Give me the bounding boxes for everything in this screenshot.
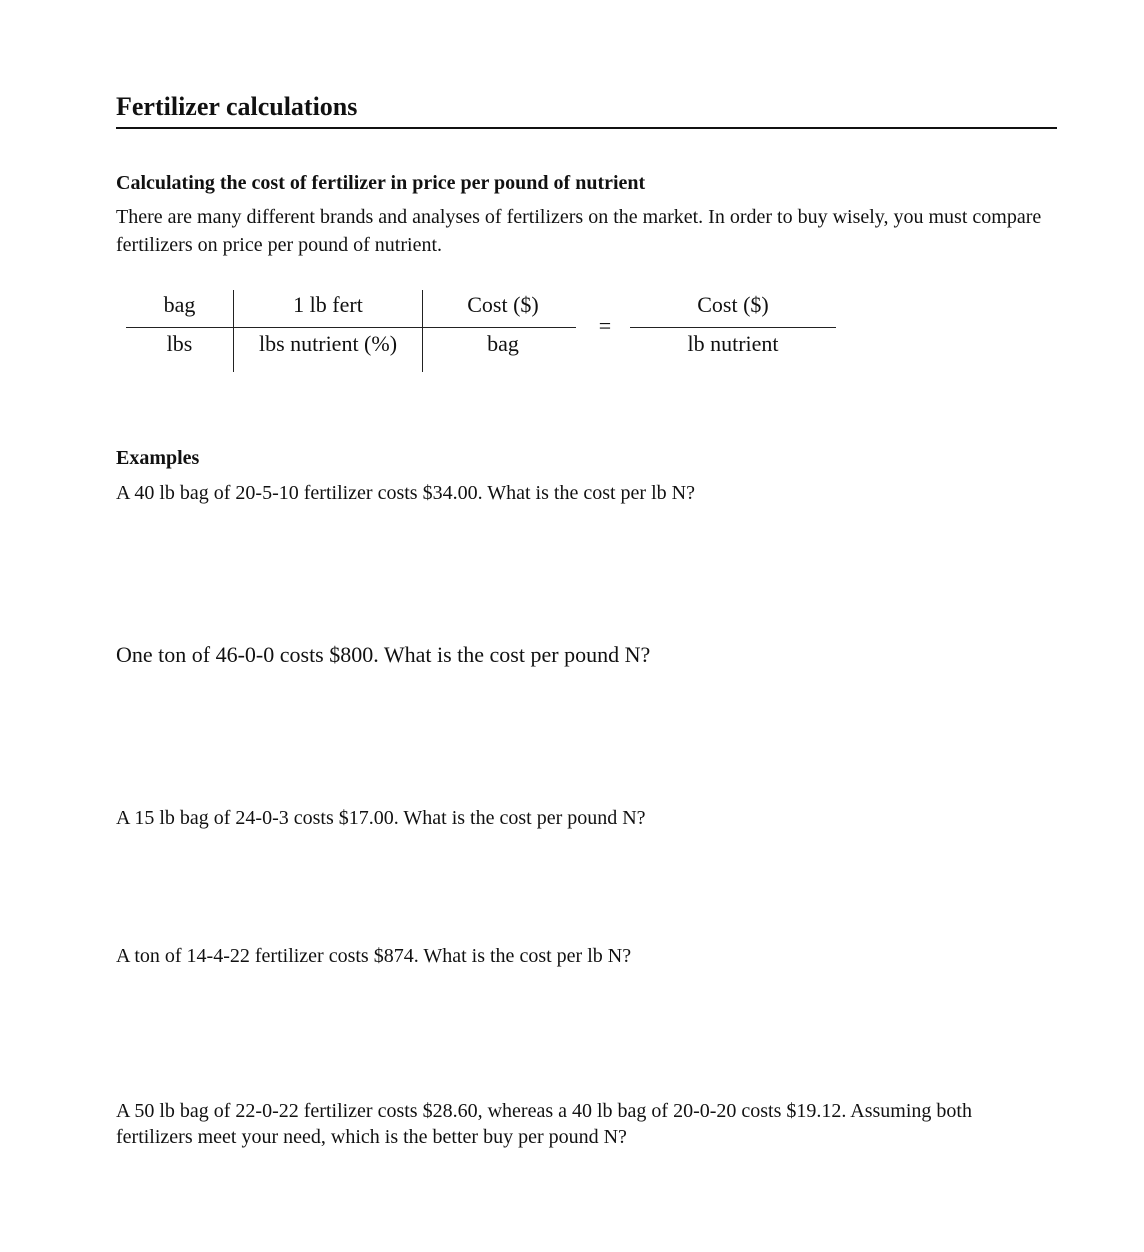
title-divider [116, 127, 1057, 129]
formula-col3-top: Cost ($) [467, 292, 539, 317]
example-question-5: A 50 lb bag of 22-0-22 fertilizer costs $28.60, whereas a 40 lb bag of 20-0-20 costs $19.12. Assuming both fertilizers meet your need, which is the better buy per pound N? [116, 1100, 972, 1148]
formula-col1-top: bag [163, 292, 196, 317]
formula-col1-bottom: lbs [166, 331, 193, 356]
example-question-1: A 40 lb bag of 20-5-10 fertilizer costs $34.00. What is the cost per lb N? [116, 482, 695, 504]
examples-heading: Examples [116, 447, 200, 469]
formula-result-bottom: lb nutrient [687, 331, 779, 356]
example-question-2: One ton of 46-0-0 costs $800. What is the cost per pound N? [116, 642, 651, 667]
example-question-4: A ton of 14-4-22 fertilizer costs $874. What is the cost per lb N? [116, 945, 632, 967]
formula-fraction-line [126, 327, 576, 328]
formula-divider-1 [233, 290, 234, 372]
section-heading: Calculating the cost of fertilizer in price per pound of nutrient [116, 172, 646, 194]
example-question-3: A 15 lb bag of 24-0-3 costs $17.00. What is the cost per pound N? [116, 807, 646, 829]
formula-divider-2 [422, 290, 423, 372]
page-title: Fertilizer calculations [116, 92, 358, 121]
formula-col3-bottom: bag [487, 331, 519, 356]
formula-col2-bottom: lbs nutrient (%) [258, 331, 398, 356]
formula-result-line [630, 327, 836, 328]
formula-equals: = [598, 313, 612, 338]
formula-col2-top: 1 lb fert [293, 292, 363, 317]
intro-paragraph: There are many different brands and analyses of fertilizers on the market. In order to buy wisely, you must compare fertilizers on price per pound of nutrient. [116, 206, 1042, 256]
formula-result-top: Cost ($) [697, 292, 769, 317]
